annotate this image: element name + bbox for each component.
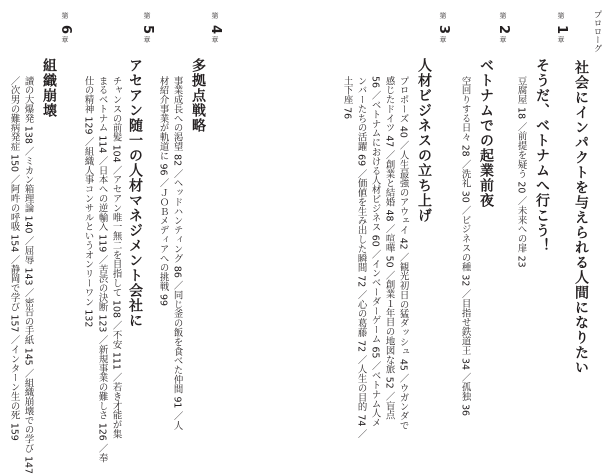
chapter-number: 4 (208, 25, 223, 35)
chapter-4-entry: 事業成長への渇望 82 ／ヘッドハンティング 86 ／同じ釜の飯を食べた仲間 91 ／人 (171, 76, 183, 431)
chapter-number: 1 (554, 25, 569, 35)
chapter-3-entry: 56 ／ベトナムにおける人材ビジネス 60 ／インベーダーゲーム 65 ／ベトナム人メ (369, 76, 381, 428)
chapter-1-title: そうだ、ベトナムへ行こう！ (534, 58, 550, 253)
chapter-mark-top: 第 (439, 12, 447, 23)
chapter-number: 6 (58, 25, 73, 35)
chapter-3-entry: プロポーズ 40 ／人生最強のアウェイ 42 ／観光初日の猛ダッシュ 45 ／ウガンダで (397, 76, 409, 431)
chapter-5-entry: 仕の精神 129 ／組織人事コンサルというオンリーワン 132 (82, 76, 94, 328)
chapter-2-mark (497, 12, 509, 47)
chapter-1-mark (555, 12, 567, 47)
chapter-3-entry: 感じたドイツ 47 ／創業と結婚 48 ／喧嘩 50 ／創業１年目の地図な旅 52 ／盲点 (383, 76, 395, 420)
chapter-mark-bottom: 章 (61, 36, 69, 48)
chapter-number: 2 (496, 25, 511, 35)
chapter-5-entry: チャンスの前髪 104 ／アセアン唯一無二を目指して 108 ／不安 111 ／若き才能が集 (110, 76, 122, 439)
chapter-mark-top: 第 (557, 12, 565, 23)
chapter-mark-bottom: 章 (211, 36, 219, 48)
chapter-6-title: 組織崩壊 (41, 58, 57, 118)
chapter-4-title: 多拠点戦略 (190, 58, 206, 133)
chapter-4-mark (209, 12, 221, 47)
chapter-5-mark (141, 12, 153, 47)
prologue-title: 社会にインパクトを与えられる人間になりたい (573, 60, 589, 375)
chapter-mark-top: 第 (61, 12, 69, 23)
chapter-6-entry: ／次男の難病発症 150 ／阿吽の呼吸 154 ／静岡で学び 157 ／インターン生の死 159 (8, 76, 20, 441)
chapter-3-entry: 土下座 76 (341, 76, 353, 120)
chapter-3-title: 人材ビジネスの立ち上げ (416, 58, 432, 223)
chapter-mark-top: 第 (143, 12, 151, 23)
chapter-3-entry: ンバーたちの活躍 69 ／価値を生み出した瞬間 72 ／心の葛藤 72 ／人生の目的 74 ／ (355, 76, 367, 439)
chapter-2-title: ベトナムでの起業前夜 (478, 58, 494, 208)
chapter-mark-top: 第 (211, 12, 219, 23)
chapter-mark-bottom: 章 (439, 36, 447, 48)
chapter-3-mark (437, 12, 449, 47)
chapter-mark-top: 第 (499, 12, 507, 23)
chapter-6-mark (59, 12, 71, 47)
chapter-5-title: アセアン随一の人材マネジメント会社に (127, 58, 143, 328)
chapter-number: 5 (140, 25, 155, 35)
chapter-4-entry: 材紹介事業が軌道に 96 ／ＪＯＢメディアへの挑戦 99 (157, 76, 169, 306)
chapter-number: 3 (436, 25, 451, 35)
prologue-label: プロローグ (592, 10, 602, 53)
chapter-mark-bottom: 章 (499, 36, 507, 48)
chapter-1-entry: 豆腐屋 18 ／前提を疑う 20 ／未来への扉 23 (515, 76, 527, 268)
chapter-6-entry: 讀の大爆発 138 ／ミカン箱理論 140 ／屈辱 143 ／密告の手紙 145 ／組織崩壊での学び 147 (22, 76, 34, 474)
chapter-5-entry: まるベトナム 114 ／日本への逆輸入 119 ／苦渋の決断 123 ／新規事業の難しさ 126 ／奉 (96, 76, 108, 463)
chapter-2-entry: 空回りする日々 28 ／洗礼 30 ／ビジネスの種 32 ／目指せ鉄道王 34 ／孤独 36 (459, 76, 471, 416)
chapter-mark-bottom: 章 (143, 36, 151, 48)
chapter-mark-bottom: 章 (557, 36, 565, 48)
